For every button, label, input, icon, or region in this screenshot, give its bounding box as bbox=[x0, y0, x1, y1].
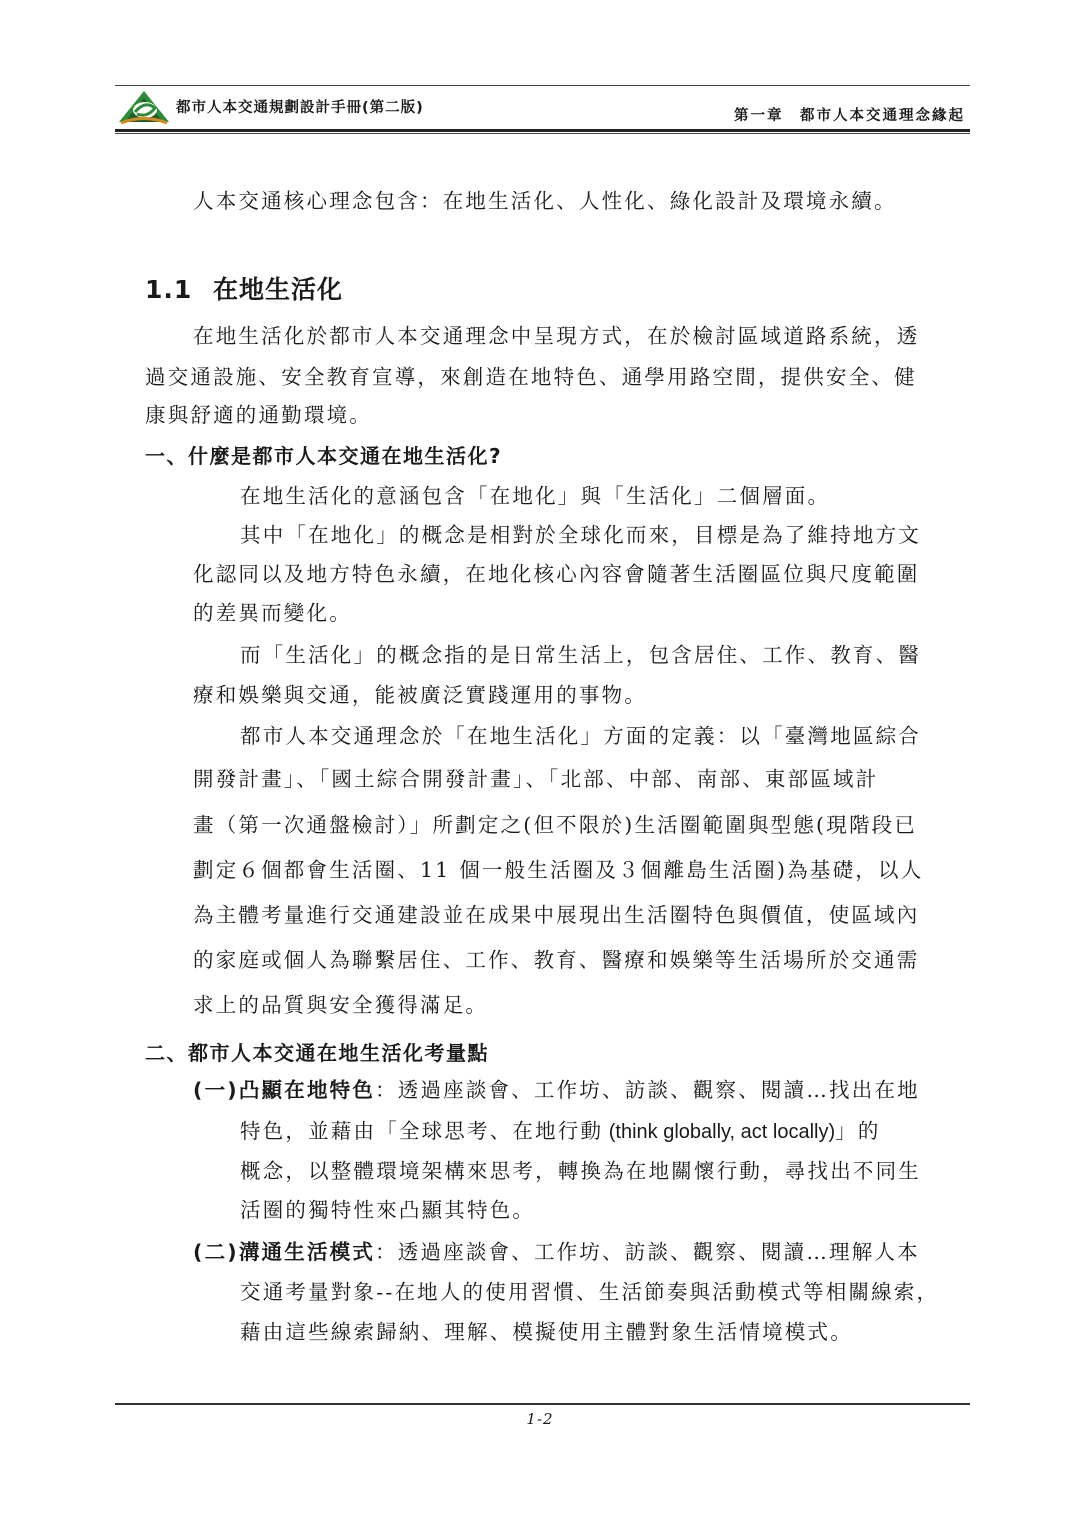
paragraph-line: 在地生活化於都市人本交通理念中呈現方式，在於檢討區域道路系統，透 bbox=[193, 324, 920, 348]
paragraph-line: 化認同以及地方特色永續，在地化核心內容會隨著生活圈區位與尺度範圍 bbox=[193, 562, 920, 586]
list-item-1-label: (一)凸顯在地特色 bbox=[193, 1078, 376, 1102]
paragraph-line: 畫（第一次通盤檢討）」所劃定之(但不限於)生活圈範圍與型態(現階段已 bbox=[193, 813, 918, 837]
intro-paragraph: 人本交通核心理念包含：在地生活化、人性化、綠化設計及環境永續。 bbox=[193, 189, 897, 213]
paragraph-line: 在地生活化的意涵包含「在地化」與「生活化」二個層面。 bbox=[240, 484, 831, 508]
paragraph-line: 的家庭或個人為聯繫居住、工作、教育、醫療和娛樂等生活場所於交通需 bbox=[193, 948, 920, 972]
list-item-2-label: (二)溝通生活模式 bbox=[193, 1240, 376, 1264]
page-number: 1-2 bbox=[526, 1410, 554, 1428]
book-title: 都市人本交通規劃設計手冊(第二版) bbox=[176, 100, 424, 116]
list-item-2-text: ：透過座談會、工作坊、訪談、觀察、閱讀…理解人本 bbox=[375, 1240, 920, 1264]
paragraph-line: 康與舒適的通勤環境。 bbox=[145, 403, 372, 427]
list-item-2-line bbox=[193, 1237, 920, 1267]
paragraph-line: 求上的品質與安全獲得滿足。 bbox=[193, 993, 489, 1017]
section-title: 在地生活化 bbox=[213, 275, 344, 304]
paragraph-line: 療和娛樂與交通，能被廣泛實踐運用的事物。 bbox=[193, 683, 647, 707]
paragraph-line: 劃定６個都會生活圈、11 個一般生活圈及３個離島生活圈)為基礎，以人 bbox=[193, 858, 924, 882]
footer-rule bbox=[115, 1403, 970, 1405]
paragraph-line: 而「生活化」的概念指的是日常生活上，包含居住、工作、教育、醫 bbox=[240, 643, 921, 667]
list-item-1-line bbox=[193, 1075, 920, 1105]
subsection-heading-1: 一、什麼是都市人本交通在地生活化? bbox=[145, 444, 503, 468]
header-bottom-rule-thin bbox=[115, 133, 970, 134]
section-number: 1.1 bbox=[145, 275, 193, 304]
paragraph-line: 過交通設施、安全教育宣導，來創造在地特色、通學用路空間，提供安全、健 bbox=[145, 365, 917, 389]
mountain-road-logo-icon bbox=[117, 88, 171, 126]
chapter-title: 第一章 都市人本交通理念緣起 bbox=[734, 107, 965, 124]
paragraph-line: 為主體考量進行交通建設並在成果中展現出生活圈特色與價值，使區域內 bbox=[193, 903, 920, 927]
list-item-2-line: 藉由這些線索歸納、理解、模擬使用主體對象生活情境模式。 bbox=[240, 1320, 853, 1344]
list-item-1-text: 」的 bbox=[835, 1119, 881, 1143]
paragraph-line: 其中「在地化」的概念是相對於全球化而來，目標是為了維持地方文 bbox=[240, 523, 921, 547]
list-item-1-english: (think globally, act locally) bbox=[603, 1121, 836, 1143]
list-item-1-line: 活圈的獨特性來凸顯其特色。 bbox=[240, 1198, 536, 1222]
list-item-1-text: ：透過座談會、工作坊、訪談、觀察、閱讀…找出在地 bbox=[375, 1078, 920, 1102]
header-top-rule bbox=[115, 85, 970, 86]
paragraph-line: 都市人本交通理念於「在地生活化」方面的定義：以「臺灣地區綜合 bbox=[240, 724, 921, 748]
list-item-1-text: 特色，並藉由「全球思考、在地行動 bbox=[240, 1119, 604, 1143]
paragraph-line: 開發計畫」、「國土綜合開發計畫」、「北部、中部、南部、東部區域計 bbox=[193, 767, 879, 791]
list-item-1-line bbox=[240, 1116, 881, 1147]
header-bottom-rule bbox=[115, 129, 970, 132]
paragraph-line: 的差異而變化。 bbox=[193, 601, 352, 625]
list-item-2-line: 交通考量對象--在地人的使用習慣、生活節奏與活動模式等相關線索， bbox=[240, 1280, 940, 1304]
section-heading bbox=[145, 270, 343, 306]
subsection-heading-2: 二、都市人本交通在地生活化考量點 bbox=[145, 1041, 489, 1065]
list-item-1-line: 概念，以整體環境架構來思考，轉換為在地關懷行動，尋找出不同生 bbox=[240, 1159, 921, 1183]
